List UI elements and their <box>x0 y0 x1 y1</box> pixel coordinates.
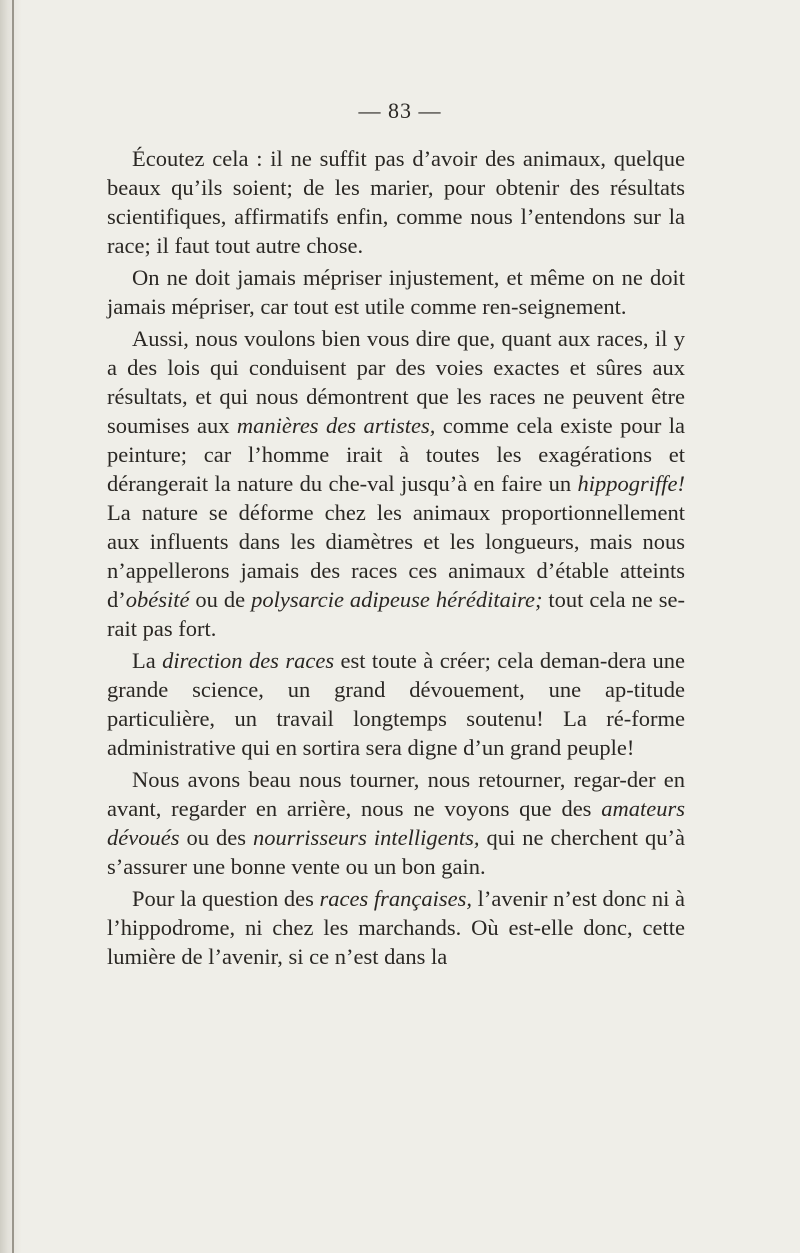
text-run: On ne doit jamais mépriser injustement, et même on ne doit jamais mépriser, car tout est utile comme ren-seignement. <box>107 265 685 319</box>
paragraph <box>107 263 685 321</box>
italic-text-run: obésité <box>125 587 190 612</box>
text-run: comme cela existe pour la peinture; car l’homme irait à toutes les exagérations et dérangerait la nature du che-val jusqu’à en faire un <box>107 413 685 496</box>
text-run: l’avenir n’est donc ni à l’hippodrome, ni chez les marchands. Où est-elle donc, cette lumière de l’avenir, si ce n’est dans la <box>107 886 686 969</box>
text-run: Nous avons beau nous tourner, nous retourner, regar-der en avant, regarder en arrière, nous ne voyons que des <box>107 767 685 821</box>
book-binding-shadow <box>0 0 22 1253</box>
text-run: est toute à créer; cela deman-dera une grande science, un grand dévouement, une ap-titude particulière, un travail longtemps soutenu! La ré-forme administrative qui en sortira sera digne d’un grand peuple! <box>107 648 685 760</box>
italic-text-run: polysarcie adipeuse héréditaire; <box>251 587 543 612</box>
text-run: ou de <box>189 587 252 612</box>
paragraph <box>107 144 685 260</box>
text-run: ou des <box>179 825 254 850</box>
italic-text-run: nourrisseurs intelligents, <box>253 825 480 850</box>
italic-text-run: amateurs dévoués <box>107 796 685 850</box>
paragraph <box>107 646 685 762</box>
body-text <box>107 144 685 974</box>
paragraph <box>107 884 685 971</box>
page-number: — 83 — <box>358 98 442 123</box>
text-run: tout cela ne se-rait pas fort. <box>107 587 685 641</box>
italic-text-run: manières des artistes, <box>236 413 436 438</box>
italic-text-run: races françaises, <box>319 886 472 911</box>
text-run: La nature se déforme chez les animaux proportionnellement aux influents dans les diamètres et les longueurs, mais nous n’appellerons jamais des races ces animaux d’étable atteints d’ <box>107 500 685 612</box>
paragraph <box>107 324 685 643</box>
text-run: Aussi, nous voulons bien vous dire que, quant aux races, il y a des lois qui conduisent par des voies exactes et sûres aux résultats, et qui nous démontrent que les races ne peuvent être soumises aux <box>107 326 685 438</box>
italic-text-run: hippogriffe! <box>577 471 685 496</box>
paragraph <box>107 765 685 881</box>
italic-text-run: direction des races <box>162 648 335 673</box>
text-run: La <box>132 648 163 673</box>
text-run: Écoutez cela : il ne suffit pas d’avoir des animaux, quelque beaux qu’ils soient; de les marier, pour obtenir des résultats scientifiques, affirmatifs enfin, comme nous l’entendons sur la race; il faut tout autre chose. <box>107 146 685 258</box>
text-run: qui ne cherchent qu’à s’assurer une bonne vente ou un bon gain. <box>107 825 685 879</box>
book-gutter-line <box>12 0 14 1253</box>
text-run: Pour la question des <box>132 886 320 911</box>
